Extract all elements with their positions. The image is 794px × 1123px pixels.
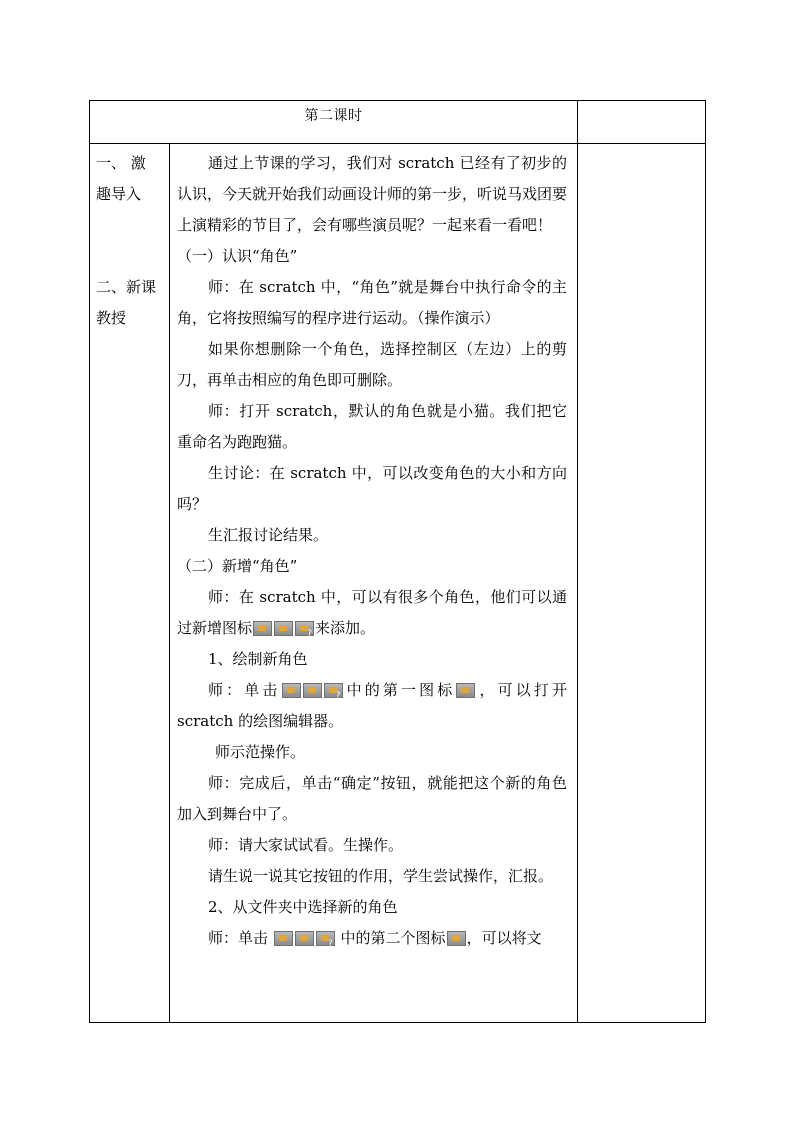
- intro-paragraph: 通过上节课的学习，我们对 scratch 已经有了初步的认识，今天就开始我们动画设计师的第一步，听说马戏团要上演精彩的节目了，会有哪些演员呢？一起来看一看吧！: [177, 154, 568, 234]
- paragraph-try-it: 师：请大家试试看。生操作。: [208, 836, 404, 854]
- paragraph-open-paint-editor: [177, 675, 567, 737]
- paragraph-sprite-definition: 师：在 scratch 中，“角色”就是舞台中执行命令的主角，它将按照编写的程序进行运动。（操作演示）: [177, 278, 567, 327]
- text-part: ，可以打开 scratch 的绘图编辑器。: [177, 681, 567, 730]
- paint-new-sprite-icon: [274, 931, 293, 946]
- text-part: 师：在 scratch 中，可以有很多个角色，他们可以通过新增图标: [177, 588, 567, 637]
- header-cell: [90, 101, 578, 144]
- random-sprite-icon: [316, 931, 335, 946]
- random-sprite-icon: [324, 683, 343, 698]
- single-icon-group: [456, 683, 475, 698]
- section2-label-line2: 教授: [96, 309, 127, 327]
- single-icon-group: [447, 931, 466, 946]
- paragraph-demo: 师示范操作。: [215, 743, 306, 761]
- section1-label-line1: 一、 激: [96, 154, 146, 172]
- notes-cell: [578, 144, 706, 1023]
- section1-label-line2: 趣导入: [96, 185, 142, 203]
- content-cell: [170, 144, 578, 1023]
- new-sprite-icon-group: [282, 683, 343, 698]
- table-body-row: [90, 144, 706, 1023]
- paragraph-second-icon: [177, 923, 567, 954]
- heading-know-sprite: （一）认识“角色”: [177, 247, 298, 265]
- paint-new-sprite-icon: [456, 683, 475, 698]
- paragraph-confirm-button: 师：完成后，单击“确定”按钮，就能把这个新的角色加入到舞台中了。: [177, 774, 567, 823]
- table-header-row: [90, 101, 706, 144]
- text-part: 中的第一图标: [343, 681, 456, 699]
- text-part: 中的第二个图标: [335, 929, 446, 947]
- text-part: 来添加。: [315, 619, 376, 637]
- random-sprite-icon: [295, 621, 314, 636]
- heading-add-sprite: （二）新增“角色”: [177, 557, 298, 575]
- header-notes-cell: [578, 101, 706, 144]
- paragraph-rename-cat: 师：打开 scratch，默认的角色就是小猫。我们把它重命名为跑跑猫。: [177, 402, 567, 451]
- heading-choose-from-folder: 2、从文件夹中选择新的角色: [208, 898, 398, 916]
- text-part: ，可以将文: [466, 929, 542, 947]
- section-label-cell: [90, 144, 170, 1023]
- paragraph-new-sprite-icons: [177, 582, 567, 644]
- paint-new-sprite-icon: [253, 621, 272, 636]
- paragraph-other-buttons: 请生说一说其它按钮的作用，学生尝试操作，汇报。: [208, 867, 554, 885]
- choose-sprite-from-file-icon: [447, 931, 466, 946]
- paragraph-report: 生汇报讨论结果。: [208, 526, 329, 544]
- new-sprite-icon-group: [274, 931, 335, 946]
- text-part: 师：单击: [208, 929, 273, 947]
- heading-draw-sprite: 1、绘制新角色: [208, 650, 308, 668]
- paragraph-delete-sprite: 如果你想删除一个角色，选择控制区（左边）上的剪刀，再单击相应的角色即可删除。: [177, 340, 567, 389]
- lesson-title: 第二课时: [304, 108, 363, 124]
- section2-label-line1: 二、新课: [96, 278, 157, 296]
- paragraph-discussion: 生讨论：在 scratch 中，可以改变角色的大小和方向吗？: [177, 464, 567, 513]
- paint-new-sprite-icon: [282, 683, 301, 698]
- lesson-plan-table: [89, 100, 706, 1023]
- new-sprite-icon-group: [253, 621, 314, 636]
- text-part: 师：单击: [208, 681, 281, 699]
